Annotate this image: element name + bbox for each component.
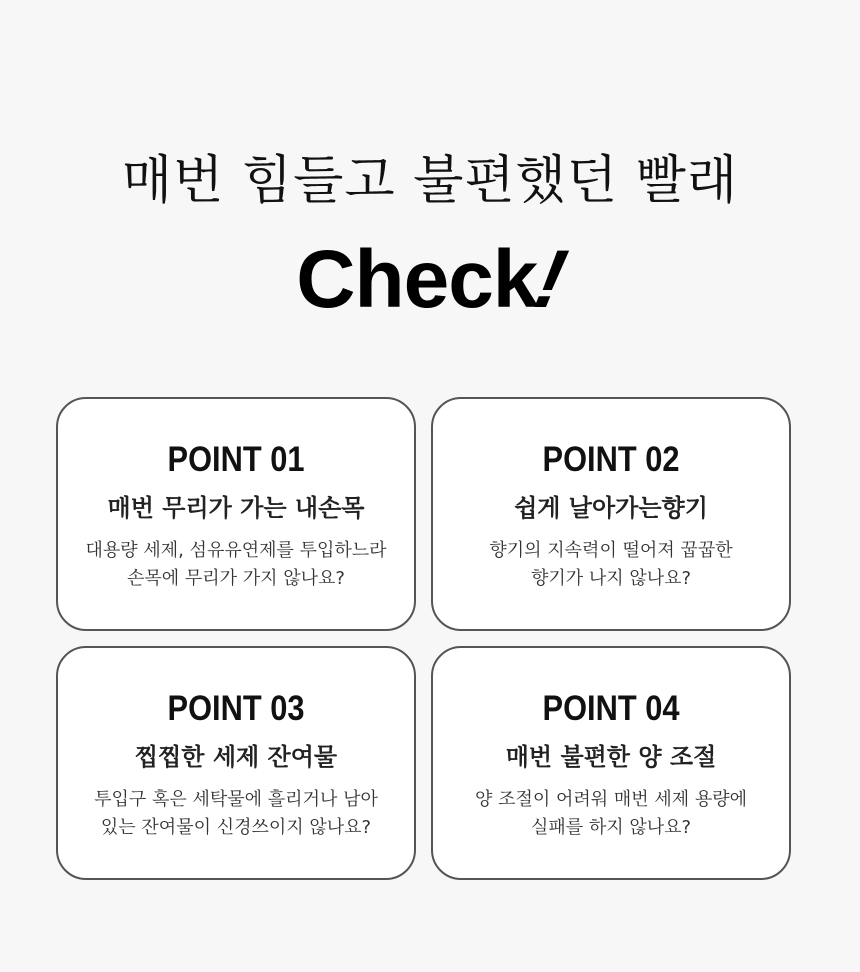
point-description-line: 투입구 혹은 세탁물에 흘리거나 남아	[94, 789, 378, 810]
point-description-line: 실패를 하지 않나요?	[530, 817, 692, 838]
check-text: Check	[296, 234, 538, 325]
point-description-line: 대용량 세제, 섬유유연제를 투입하느라	[85, 540, 387, 561]
point-description-line: 향기가 나지 않나요?	[530, 568, 692, 589]
point-description-line: 손목에 무리가 가지 않나요?	[127, 568, 345, 589]
point-description-line: 향기의 지속력이 떨어져 꿉꿉한	[489, 540, 733, 561]
headline: 매번 힘들고 불편했던 빨래	[121, 151, 739, 211]
point-title: POINT 02	[542, 440, 680, 479]
point-subtitle: 매번 불편한 양 조절	[505, 743, 717, 771]
point-description	[433, 786, 789, 842]
point-description	[58, 786, 414, 842]
point-card-03	[56, 646, 416, 880]
point-title: POINT 03	[167, 689, 305, 728]
point-description	[433, 537, 789, 593]
point-subtitle: 쉽게 날아가는향기	[514, 494, 708, 522]
point-card-02	[431, 397, 791, 631]
point-description-line: 있는 잔여물이 신경쓰이지 않나요?	[100, 817, 372, 838]
point-subtitle: 매번 무리가 가는 내손목	[107, 494, 365, 522]
point-title: POINT 01	[167, 440, 305, 479]
exclamation-mark: !	[527, 234, 574, 325]
point-card-01	[56, 397, 416, 631]
point-description-line: 양 조절이 어려워 매번 세제 용량에	[474, 789, 748, 810]
check-heading	[0, 232, 860, 328]
point-title: POINT 04	[542, 689, 680, 728]
point-subtitle: 찝찝한 세제 잔여물	[134, 743, 338, 771]
point-description	[58, 537, 414, 593]
point-card-04	[431, 646, 791, 880]
